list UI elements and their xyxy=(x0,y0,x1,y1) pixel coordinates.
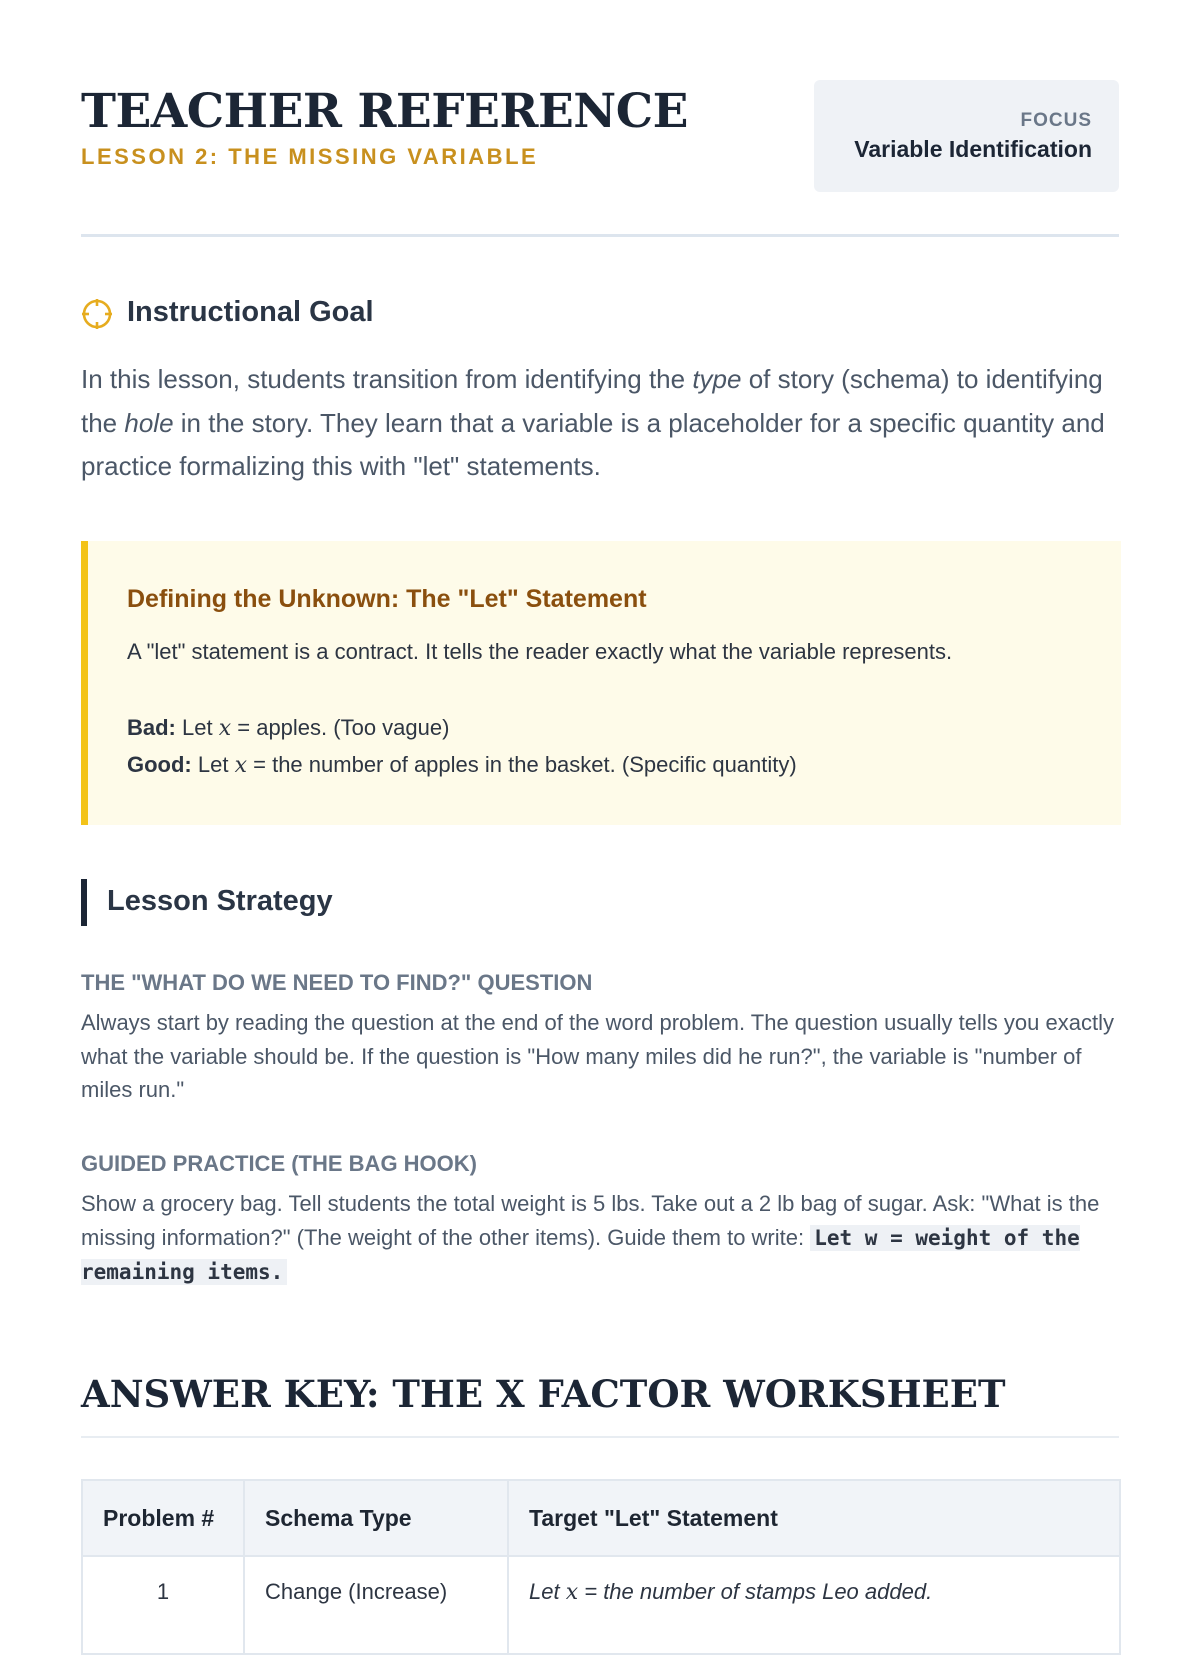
strategy-text: Show a grocery bag. Tell students the total weight is 5 lbs. Take out a 2 lb bag of sugar. Ask: "What is the missing information?" (The weight of the other items). Guide them to write: Let w = weight of the remaining items. xyxy=(81,1191,1100,1284)
target-icon xyxy=(81,298,113,330)
answer-key-table xyxy=(81,1479,1121,1655)
instructional-goal-title: Instructional Goal xyxy=(127,296,374,328)
lesson-subtitle: LESSON 2: THE MISSING VARIABLE xyxy=(81,144,539,169)
let-statement-callout xyxy=(81,541,1121,825)
header xyxy=(81,80,1119,192)
column-header: Schema Type xyxy=(244,1480,508,1556)
strategy-text: Always start by reading the question at the end of the word problem. The question usually tells you exactly what the variable should be. If the question is "How many miles did he run?", the variable is "number of miles run." xyxy=(81,1010,1114,1102)
schema-type: Change (Increase) xyxy=(244,1556,508,1654)
callout-title: Defining the Unknown: The "Let" Statement xyxy=(127,585,647,613)
section-accent-bar xyxy=(81,879,87,926)
good-example: Good: Let x = the number of apples in the basket. (Specific quantity) xyxy=(127,752,797,778)
strategy-subheading: THE "WHAT DO WE NEED TO FIND?" QUESTION xyxy=(81,970,593,995)
problem-number: 1 xyxy=(82,1556,244,1654)
strategy-subheading: GUIDED PRACTICE (THE BAG HOOK) xyxy=(81,1151,477,1176)
answer-key-title: ANSWER KEY: THE X FACTOR WORKSHEET xyxy=(81,1372,1006,1416)
column-header: Problem # xyxy=(82,1480,244,1556)
focus-value: Variable Identification xyxy=(854,136,1092,162)
column-header: Target "Let" Statement xyxy=(508,1480,1120,1556)
table-row xyxy=(82,1556,1120,1654)
focus-label: FOCUS xyxy=(1020,110,1092,131)
page-title: TEACHER REFERENCE xyxy=(81,84,688,139)
lesson-strategy-title: Lesson Strategy xyxy=(107,885,333,917)
let-statement: Let x = the number of stamps Leo added. xyxy=(508,1556,1120,1654)
let-code-snippet: Let w = weight of the remaining items. xyxy=(81,1225,1080,1284)
instructional-goal-text: In this lesson, students transition from identifying the type of story (schema) to identifying the hole in the story. They learn that a variable is a placeholder for a specific quantity and practice formalizing this with "let" statements. xyxy=(81,364,1105,481)
focus-box xyxy=(814,80,1119,192)
header-divider xyxy=(81,234,1119,237)
answer-key-divider xyxy=(81,1436,1119,1438)
table-header-row xyxy=(82,1480,1120,1556)
bad-example: Bad: Let x = apples. (Too vague) xyxy=(127,715,450,741)
callout-text: A "let" statement is a contract. It tells the reader exactly what the variable represents. xyxy=(127,639,953,664)
